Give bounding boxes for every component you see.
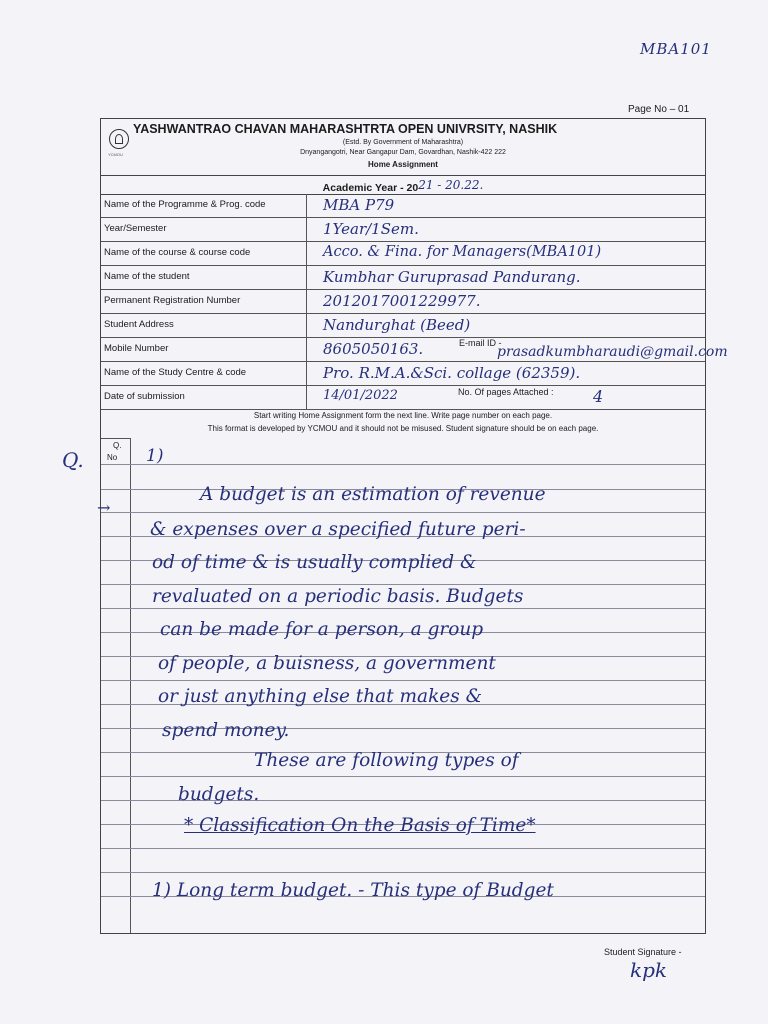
instruction-line: Start writing Home Assignment form the next line. Write page number on each page. — [253, 411, 553, 420]
field-value: 8605050163. — [323, 340, 424, 358]
answer-line: budgets. — [178, 784, 260, 805]
academic-year-value: 21 - 20.22. — [418, 178, 484, 192]
ruled-line — [101, 680, 705, 681]
field-value: 14/01/2022 — [323, 388, 398, 403]
email-value: prasadkumbharaudi@gmail.com — [497, 344, 728, 360]
answer-line: spend money. — [162, 720, 290, 741]
established-note: (Estd. By Government of Maharashtra) — [342, 139, 464, 146]
answer-line: of people, a buisness, a government — [158, 653, 496, 674]
university-address: Dnyangangotri, Near Gangapur Dam, Govardhan, Nashik-422 222 — [300, 149, 506, 156]
form-row — [101, 194, 705, 218]
ruled-line — [101, 584, 705, 585]
form-row — [101, 362, 705, 386]
answer-line: can be made for a person, a group — [160, 619, 484, 640]
field-label: Name of the course & course code — [101, 242, 307, 265]
field-label: Name of the Programme & Prog. code — [101, 194, 307, 217]
arrow-icon: → — [97, 498, 111, 517]
q-label: Q. — [113, 441, 122, 450]
logo-caption: YCMOU — [108, 152, 123, 157]
answer-line: revaluated on a periodic basis. Budgets — [152, 586, 524, 607]
pages-value: 4 — [593, 387, 604, 406]
answer-line: These are following types of — [254, 750, 519, 771]
answer-line: or just anything else that makes & — [158, 686, 483, 707]
field-value: Kumbhar Guruprasad Pandurang. — [323, 268, 581, 286]
student-signature-label: Student Signature - — [604, 947, 682, 957]
ruled-line — [101, 776, 705, 777]
form-row — [101, 290, 705, 314]
form-row — [101, 242, 705, 266]
answer-subheading: * Classification On the Basis of Time* — [184, 815, 536, 836]
form-row — [101, 314, 705, 338]
email-label: E-mail ID - — [459, 338, 502, 348]
form-row — [101, 338, 728, 362]
ruled-line — [101, 872, 705, 873]
ruled-line — [101, 512, 705, 513]
header-block — [101, 119, 705, 177]
form-row — [101, 386, 705, 410]
ruled-line — [101, 848, 705, 849]
answer-line: A budget is an estimation of revenue — [200, 484, 546, 505]
instruction-line: This format is developed by YCMOU and it should not be misused. Student signature should be on each page. — [207, 424, 599, 433]
form-row — [101, 266, 705, 290]
field-label: Year/Semester — [101, 218, 307, 241]
field-value: MBA P79 — [323, 196, 395, 214]
ruled-line — [101, 608, 705, 609]
field-label: Student Address — [101, 314, 307, 337]
top-note: MBA101 — [640, 40, 712, 58]
field-label: Name of the student — [101, 266, 307, 289]
field-label: Permanent Registration Number — [101, 290, 307, 313]
academic-year-label: Academic Year - 20 — [322, 182, 419, 194]
field-value: 2012017001229977. — [323, 292, 481, 310]
field-value: Pro. R.M.A.&Sci. collage (62359). — [323, 364, 581, 382]
field-label: Mobile Number — [101, 338, 307, 361]
field-label: Date of submission — [101, 386, 307, 409]
ruled-line — [101, 464, 705, 465]
answer-line: od of time & is usually complied & — [152, 552, 477, 573]
question-margin-mark: Q. — [62, 448, 84, 472]
field-value: 1Year/1Sem. — [323, 220, 419, 238]
university-name: YASHWANTRAO CHAVAN MAHARASHTRTA OPEN UNIVRSITY, NASHIK — [133, 122, 558, 136]
form-row — [101, 218, 705, 242]
assignment-title: Home Assignment — [368, 160, 438, 169]
pages-label: No. Of pages Attached : — [458, 387, 554, 397]
field-label: Name of the Study Centre & code — [101, 362, 307, 385]
no-label: No — [107, 453, 118, 462]
page-number: Page No – 01 — [628, 104, 690, 115]
academic-year-row — [101, 175, 705, 195]
answer-line: 1) Long term budget. - This type of Budget — [152, 880, 554, 901]
question-number: 1) — [146, 446, 164, 466]
student-signature: kpk — [630, 958, 668, 982]
field-value: Acco. & Fina. for Managers(MBA101) — [323, 244, 602, 260]
answer-line: & expenses over a specified future peri- — [150, 519, 526, 540]
field-value: Nandurghat (Beed) — [323, 316, 471, 334]
